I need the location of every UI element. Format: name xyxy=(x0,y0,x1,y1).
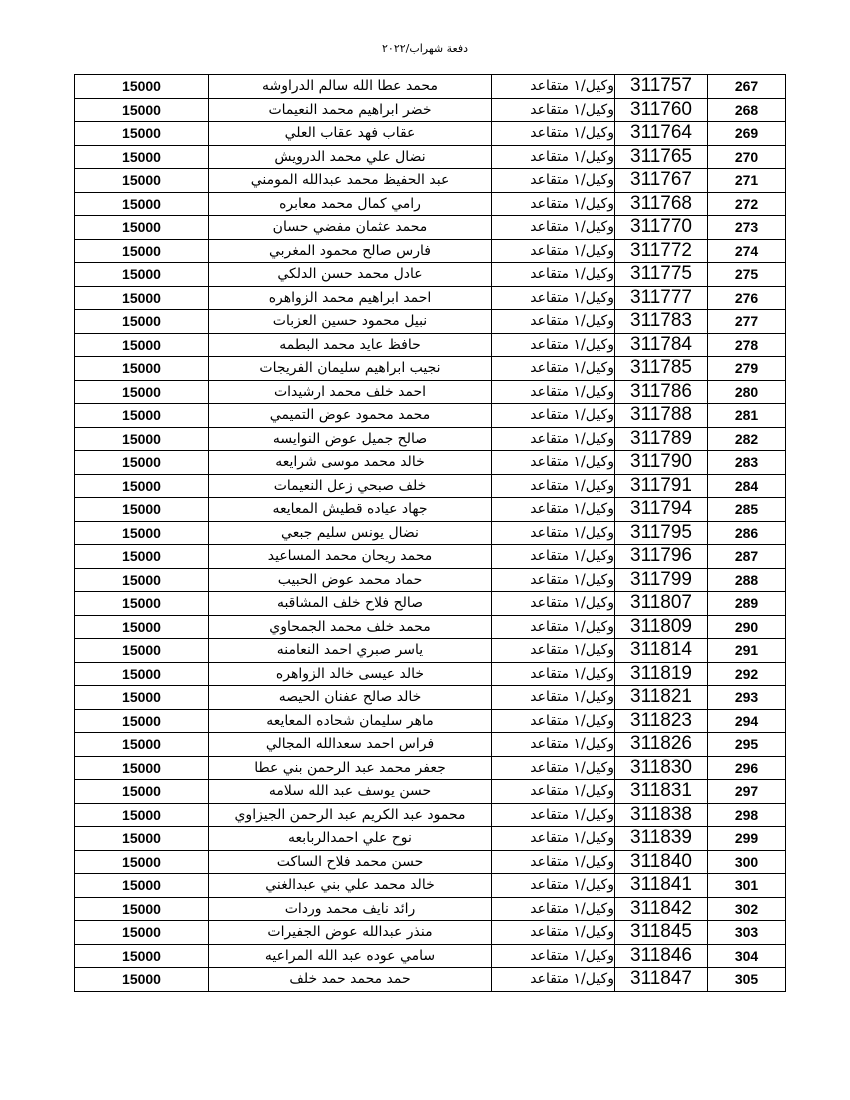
sequence-number-cell: 300 xyxy=(708,850,786,874)
military-number-cell: 311764 xyxy=(615,122,708,146)
rank-cell: وكيل/١ متقاعد xyxy=(492,944,615,968)
table-row xyxy=(75,357,786,381)
military-number-cell: 311840 xyxy=(615,850,708,874)
table-row xyxy=(75,145,786,169)
rank-cell: وكيل/١ متقاعد xyxy=(492,216,615,240)
page-title: دفعة شهراب/٢٠٢٢ xyxy=(382,42,468,55)
name-cell: خلف صبحي زعل النعيمات xyxy=(209,474,492,498)
sequence-number-cell: 290 xyxy=(708,615,786,639)
military-number-cell: 311841 xyxy=(615,874,708,898)
table-row xyxy=(75,545,786,569)
rank-cell: وكيل/١ متقاعد xyxy=(492,286,615,310)
name-cell: نبيل محمود حسين العزبات xyxy=(209,310,492,334)
name-cell: جهاد عياده قطيش المعايعه xyxy=(209,498,492,522)
table-row xyxy=(75,615,786,639)
sequence-number-cell: 278 xyxy=(708,333,786,357)
military-number-cell: 311777 xyxy=(615,286,708,310)
military-number-cell: 311823 xyxy=(615,709,708,733)
rank-cell: وكيل/١ متقاعد xyxy=(492,192,615,216)
name-cell: حسن يوسف عبد الله سلامه xyxy=(209,780,492,804)
amount-cell: 15000 xyxy=(75,733,209,757)
rank-cell: وكيل/١ متقاعد xyxy=(492,122,615,146)
military-number-cell: 311846 xyxy=(615,944,708,968)
amount-cell: 15000 xyxy=(75,709,209,733)
sequence-number-cell: 277 xyxy=(708,310,786,334)
sequence-number-cell: 282 xyxy=(708,427,786,451)
sequence-number-cell: 294 xyxy=(708,709,786,733)
name-cell: رائد نايف محمد وردات xyxy=(209,897,492,921)
rank-cell: وكيل/١ متقاعد xyxy=(492,897,615,921)
name-cell: صالح فلاح خلف المشاقبه xyxy=(209,592,492,616)
amount-cell: 15000 xyxy=(75,380,209,404)
table-row xyxy=(75,216,786,240)
table-row xyxy=(75,897,786,921)
name-cell: خالد محمد موسى شرايعه xyxy=(209,451,492,475)
amount-cell: 15000 xyxy=(75,944,209,968)
table-row xyxy=(75,568,786,592)
table-row xyxy=(75,75,786,99)
name-cell: محمود عبد الكريم عبد الرحمن الجيزاوي xyxy=(209,803,492,827)
rank-cell: وكيل/١ متقاعد xyxy=(492,75,615,99)
table-row xyxy=(75,192,786,216)
sequence-number-cell: 268 xyxy=(708,98,786,122)
military-number-cell: 311845 xyxy=(615,921,708,945)
rank-cell: وكيل/١ متقاعد xyxy=(492,803,615,827)
military-number-cell: 311809 xyxy=(615,615,708,639)
amount-cell: 15000 xyxy=(75,827,209,851)
table-row xyxy=(75,404,786,428)
military-number-cell: 311784 xyxy=(615,333,708,357)
table-body xyxy=(75,75,786,992)
table-row xyxy=(75,474,786,498)
military-number-cell: 311772 xyxy=(615,239,708,263)
military-number-cell: 311786 xyxy=(615,380,708,404)
amount-cell: 15000 xyxy=(75,216,209,240)
amount-cell: 15000 xyxy=(75,451,209,475)
table-row xyxy=(75,662,786,686)
amount-cell: 15000 xyxy=(75,662,209,686)
name-cell: احمد خلف محمد ارشيدات xyxy=(209,380,492,404)
table-row xyxy=(75,686,786,710)
rank-cell: وكيل/١ متقاعد xyxy=(492,968,615,992)
sequence-number-cell: 273 xyxy=(708,216,786,240)
name-cell: خالد محمد علي بني عبدالغني xyxy=(209,874,492,898)
name-cell: محمد ريحان محمد المساعيد xyxy=(209,545,492,569)
military-number-cell: 311807 xyxy=(615,592,708,616)
amount-cell: 15000 xyxy=(75,145,209,169)
military-number-cell: 311799 xyxy=(615,568,708,592)
military-number-cell: 311775 xyxy=(615,263,708,287)
military-number-cell: 311839 xyxy=(615,827,708,851)
name-cell: احمد ابراهيم محمد الزواهره xyxy=(209,286,492,310)
sequence-number-cell: 297 xyxy=(708,780,786,804)
amount-cell: 15000 xyxy=(75,357,209,381)
amount-cell: 15000 xyxy=(75,122,209,146)
sequence-number-cell: 303 xyxy=(708,921,786,945)
rank-cell: وكيل/١ متقاعد xyxy=(492,521,615,545)
name-cell: سامي عوده عبد الله المراعيه xyxy=(209,944,492,968)
military-number-cell: 311783 xyxy=(615,310,708,334)
military-number-cell: 311819 xyxy=(615,662,708,686)
name-cell: نجيب ابراهيم سليمان الفريجات xyxy=(209,357,492,381)
table-row xyxy=(75,122,786,146)
rank-cell: وكيل/١ متقاعد xyxy=(492,615,615,639)
table-row xyxy=(75,921,786,945)
military-number-cell: 311791 xyxy=(615,474,708,498)
name-cell: محمد عطا الله سالم الدراوشه xyxy=(209,75,492,99)
amount-cell: 15000 xyxy=(75,521,209,545)
rank-cell: وكيل/١ متقاعد xyxy=(492,169,615,193)
sequence-number-cell: 296 xyxy=(708,756,786,780)
table-row xyxy=(75,310,786,334)
rank-cell: وكيل/١ متقاعد xyxy=(492,427,615,451)
sequence-number-cell: 288 xyxy=(708,568,786,592)
table-row xyxy=(75,756,786,780)
military-number-cell: 311842 xyxy=(615,897,708,921)
table-row xyxy=(75,850,786,874)
table-row xyxy=(75,498,786,522)
rank-cell: وكيل/١ متقاعد xyxy=(492,145,615,169)
name-cell: جعفر محمد عبد الرحمن بني عطا xyxy=(209,756,492,780)
sequence-number-cell: 304 xyxy=(708,944,786,968)
name-cell: نضال علي محمد الدرويش xyxy=(209,145,492,169)
table-row xyxy=(75,639,786,663)
name-cell: محمد عثمان مفضي حسان xyxy=(209,216,492,240)
amount-cell: 15000 xyxy=(75,756,209,780)
amount-cell: 15000 xyxy=(75,803,209,827)
table-row xyxy=(75,427,786,451)
rank-cell: وكيل/١ متقاعد xyxy=(492,709,615,733)
rank-cell: وكيل/١ متقاعد xyxy=(492,662,615,686)
table-row xyxy=(75,733,786,757)
beneficiaries-table xyxy=(74,74,786,992)
amount-cell: 15000 xyxy=(75,686,209,710)
sequence-number-cell: 274 xyxy=(708,239,786,263)
name-cell: فراس احمد سعدالله المجالي xyxy=(209,733,492,757)
name-cell: نوح علي احمدالربابعه xyxy=(209,827,492,851)
sequence-number-cell: 284 xyxy=(708,474,786,498)
rank-cell: وكيل/١ متقاعد xyxy=(492,850,615,874)
military-number-cell: 311790 xyxy=(615,451,708,475)
name-cell: محمد خلف محمد الجمحاوي xyxy=(209,615,492,639)
sequence-number-cell: 275 xyxy=(708,263,786,287)
rank-cell: وكيل/١ متقاعد xyxy=(492,310,615,334)
sequence-number-cell: 276 xyxy=(708,286,786,310)
military-number-cell: 311796 xyxy=(615,545,708,569)
amount-cell: 15000 xyxy=(75,568,209,592)
amount-cell: 15000 xyxy=(75,921,209,945)
rank-cell: وكيل/١ متقاعد xyxy=(492,404,615,428)
name-cell: فارس صالح محمود المغربي xyxy=(209,239,492,263)
sequence-number-cell: 295 xyxy=(708,733,786,757)
sequence-number-cell: 289 xyxy=(708,592,786,616)
rank-cell: وكيل/١ متقاعد xyxy=(492,263,615,287)
military-number-cell: 311785 xyxy=(615,357,708,381)
military-number-cell: 311768 xyxy=(615,192,708,216)
military-number-cell: 311757 xyxy=(615,75,708,99)
sequence-number-cell: 301 xyxy=(708,874,786,898)
rank-cell: وكيل/١ متقاعد xyxy=(492,498,615,522)
name-cell: محمد محمود عوض التميمي xyxy=(209,404,492,428)
rank-cell: وكيل/١ متقاعد xyxy=(492,545,615,569)
amount-cell: 15000 xyxy=(75,192,209,216)
amount-cell: 15000 xyxy=(75,545,209,569)
amount-cell: 15000 xyxy=(75,239,209,263)
amount-cell: 15000 xyxy=(75,850,209,874)
amount-cell: 15000 xyxy=(75,780,209,804)
sequence-number-cell: 281 xyxy=(708,404,786,428)
rank-cell: وكيل/١ متقاعد xyxy=(492,357,615,381)
sequence-number-cell: 270 xyxy=(708,145,786,169)
rank-cell: وكيل/١ متقاعد xyxy=(492,474,615,498)
table-row xyxy=(75,874,786,898)
rank-cell: وكيل/١ متقاعد xyxy=(492,639,615,663)
table-row xyxy=(75,521,786,545)
military-number-cell: 311767 xyxy=(615,169,708,193)
table-row xyxy=(75,780,786,804)
sequence-number-cell: 285 xyxy=(708,498,786,522)
table-row xyxy=(75,169,786,193)
military-number-cell: 311788 xyxy=(615,404,708,428)
military-number-cell: 311765 xyxy=(615,145,708,169)
amount-cell: 15000 xyxy=(75,169,209,193)
military-number-cell: 311838 xyxy=(615,803,708,827)
name-cell: خالد عيسى خالد الزواهره xyxy=(209,662,492,686)
name-cell: حمد محمد حمد خلف xyxy=(209,968,492,992)
name-cell: خالد صالح عفنان الحيصه xyxy=(209,686,492,710)
name-cell: رامي كمال محمد معابره xyxy=(209,192,492,216)
name-cell: ياسر صبري احمد النعامنه xyxy=(209,639,492,663)
rank-cell: وكيل/١ متقاعد xyxy=(492,686,615,710)
sequence-number-cell: 283 xyxy=(708,451,786,475)
military-number-cell: 311795 xyxy=(615,521,708,545)
table-row xyxy=(75,944,786,968)
sequence-number-cell: 269 xyxy=(708,122,786,146)
amount-cell: 15000 xyxy=(75,75,209,99)
amount-cell: 15000 xyxy=(75,897,209,921)
sequence-number-cell: 293 xyxy=(708,686,786,710)
amount-cell: 15000 xyxy=(75,404,209,428)
name-cell: حماد محمد عوض الحبيب xyxy=(209,568,492,592)
amount-cell: 15000 xyxy=(75,498,209,522)
table-row xyxy=(75,827,786,851)
amount-cell: 15000 xyxy=(75,310,209,334)
name-cell: عبد الحفيظ محمد عبدالله المومني xyxy=(209,169,492,193)
amount-cell: 15000 xyxy=(75,639,209,663)
sequence-number-cell: 272 xyxy=(708,192,786,216)
amount-cell: 15000 xyxy=(75,427,209,451)
amount-cell: 15000 xyxy=(75,263,209,287)
amount-cell: 15000 xyxy=(75,333,209,357)
military-number-cell: 311760 xyxy=(615,98,708,122)
rank-cell: وكيل/١ متقاعد xyxy=(492,733,615,757)
sequence-number-cell: 271 xyxy=(708,169,786,193)
table-row xyxy=(75,286,786,310)
name-cell: خضر ابراهيم محمد النعيمات xyxy=(209,98,492,122)
sequence-number-cell: 287 xyxy=(708,545,786,569)
name-cell: نضال يونس سليم جبعي xyxy=(209,521,492,545)
sequence-number-cell: 286 xyxy=(708,521,786,545)
military-number-cell: 311831 xyxy=(615,780,708,804)
military-number-cell: 311770 xyxy=(615,216,708,240)
military-number-cell: 311789 xyxy=(615,427,708,451)
table-row xyxy=(75,451,786,475)
sequence-number-cell: 279 xyxy=(708,357,786,381)
name-cell: منذر عبدالله عوض الجفيرات xyxy=(209,921,492,945)
military-number-cell: 311814 xyxy=(615,639,708,663)
sequence-number-cell: 292 xyxy=(708,662,786,686)
rank-cell: وكيل/١ متقاعد xyxy=(492,756,615,780)
military-number-cell: 311826 xyxy=(615,733,708,757)
name-cell: عادل محمد حسن الدلكي xyxy=(209,263,492,287)
amount-cell: 15000 xyxy=(75,592,209,616)
rank-cell: وكيل/١ متقاعد xyxy=(492,568,615,592)
table-row xyxy=(75,239,786,263)
amount-cell: 15000 xyxy=(75,874,209,898)
military-number-cell: 311830 xyxy=(615,756,708,780)
name-cell: صالح جميل عوض النوايسه xyxy=(209,427,492,451)
table-row xyxy=(75,709,786,733)
table-row xyxy=(75,380,786,404)
rank-cell: وكيل/١ متقاعد xyxy=(492,380,615,404)
rank-cell: وكيل/١ متقاعد xyxy=(492,780,615,804)
table-row xyxy=(75,803,786,827)
sequence-number-cell: 267 xyxy=(708,75,786,99)
sequence-number-cell: 298 xyxy=(708,803,786,827)
rank-cell: وكيل/١ متقاعد xyxy=(492,592,615,616)
name-cell: عقاب فهد عقاب العلي xyxy=(209,122,492,146)
table-row xyxy=(75,98,786,122)
sequence-number-cell: 305 xyxy=(708,968,786,992)
amount-cell: 15000 xyxy=(75,286,209,310)
name-cell: حافظ عايد محمد البطمه xyxy=(209,333,492,357)
sequence-number-cell: 302 xyxy=(708,897,786,921)
table-row xyxy=(75,968,786,992)
amount-cell: 15000 xyxy=(75,98,209,122)
rank-cell: وكيل/١ متقاعد xyxy=(492,874,615,898)
military-number-cell: 311794 xyxy=(615,498,708,522)
military-number-cell: 311821 xyxy=(615,686,708,710)
amount-cell: 15000 xyxy=(75,615,209,639)
amount-cell: 15000 xyxy=(75,968,209,992)
rank-cell: وكيل/١ متقاعد xyxy=(492,451,615,475)
table-row xyxy=(75,263,786,287)
rank-cell: وكيل/١ متقاعد xyxy=(492,333,615,357)
rank-cell: وكيل/١ متقاعد xyxy=(492,921,615,945)
military-number-cell: 311847 xyxy=(615,968,708,992)
rank-cell: وكيل/١ متقاعد xyxy=(492,98,615,122)
rank-cell: وكيل/١ متقاعد xyxy=(492,827,615,851)
name-cell: حسن محمد فلاح الساكت xyxy=(209,850,492,874)
sequence-number-cell: 299 xyxy=(708,827,786,851)
table-row xyxy=(75,592,786,616)
rank-cell: وكيل/١ متقاعد xyxy=(492,239,615,263)
sequence-number-cell: 291 xyxy=(708,639,786,663)
name-cell: ماهر سليمان شحاده المعايعه xyxy=(209,709,492,733)
sequence-number-cell: 280 xyxy=(708,380,786,404)
amount-cell: 15000 xyxy=(75,474,209,498)
table-row xyxy=(75,333,786,357)
